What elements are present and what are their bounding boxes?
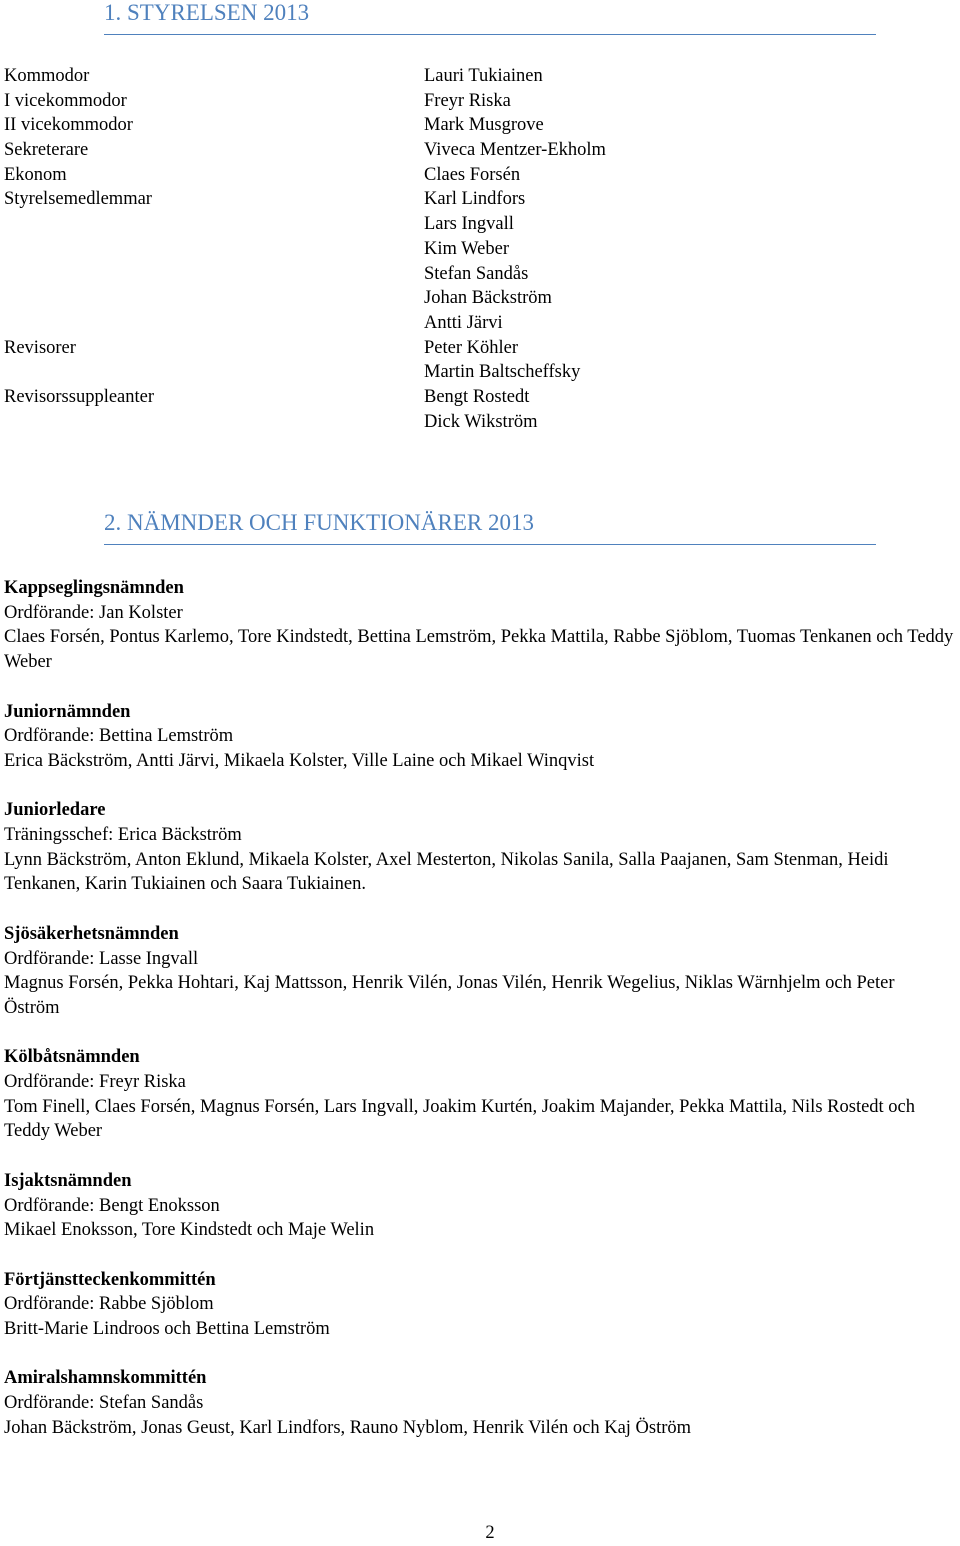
committee-chair: Ordförande: Bengt Enoksson bbox=[4, 1195, 220, 1216]
committee-members: Mikael Enoksson, Tore Kindstedt och Maje Welin bbox=[4, 1220, 375, 1241]
section-heading-board: 1. STYRELSEN 2013 bbox=[104, 0, 876, 35]
board-member-name: Stefan Sandås bbox=[424, 263, 529, 284]
board-member-name: Peter Köhler bbox=[424, 337, 519, 358]
board-member-name: Bengt Rostedt bbox=[424, 386, 530, 407]
board-member-name: Martin Baltscheffsky bbox=[424, 362, 581, 383]
committee-title: Juniornämnden bbox=[4, 701, 131, 722]
board-row bbox=[4, 410, 904, 435]
board-row bbox=[4, 212, 904, 237]
committee-chair: Ordförande: Stefan Sandås bbox=[4, 1393, 204, 1414]
section-heading-committees: 2. NÄMNDER OCH FUNKTIONÄRER 2013 bbox=[104, 510, 876, 545]
board-row bbox=[4, 163, 904, 188]
committee-title: Kappseglingsnämnden bbox=[4, 578, 184, 598]
board-role: Styrelsemedlemmar bbox=[4, 189, 152, 210]
committee-members: Lynn Bäckström, Anton Eklund, Mikaela Kolster, Axel Mesterton, Nikolas Sanila, Salla Paajanen, Sam Stenman, Heidi Tenkanen, Karin Tukiainen och Saara Tukiainen. bbox=[4, 849, 889, 895]
board-member-name: Lars Ingvall bbox=[424, 214, 514, 235]
board-row bbox=[4, 89, 904, 114]
board-row bbox=[4, 64, 904, 89]
board-member-name: Lauri Tukiainen bbox=[424, 66, 543, 86]
committee-block bbox=[4, 1169, 954, 1243]
board-row bbox=[4, 360, 904, 385]
committee-block bbox=[4, 922, 954, 1021]
committee-chair: Ordförande: Bettina Lemström bbox=[4, 726, 234, 747]
committee-title: Isjaktsnämnden bbox=[4, 1170, 132, 1191]
board-role: Kommodor bbox=[4, 66, 90, 86]
committee-title: Amiralshamnskommittén bbox=[4, 1368, 207, 1389]
page-number: 2 bbox=[485, 1523, 495, 1543]
board-member-name: Dick Wikström bbox=[424, 411, 538, 432]
committee-block bbox=[4, 1366, 954, 1440]
committee-title: Juniorledare bbox=[4, 800, 106, 821]
board-member-name: Mark Musgrove bbox=[424, 115, 544, 136]
board-row bbox=[4, 336, 904, 361]
board-member-name: Kim Weber bbox=[424, 238, 509, 259]
committee-title: Sjösäkerhetsnämnden bbox=[4, 923, 179, 944]
board-role: I vicekommodor bbox=[4, 90, 127, 111]
board-role: Ekonom bbox=[4, 164, 67, 185]
board-row bbox=[4, 138, 904, 163]
board-row bbox=[4, 385, 904, 410]
committee-block bbox=[4, 1045, 954, 1144]
board-role: Revisorssuppleanter bbox=[4, 386, 155, 407]
committee-members: Tom Finell, Claes Forsén, Magnus Forsén, Lars Ingvall, Joakim Kurtén, Joakim Majander, Pekka Mattila, Nils Rostedt och Teddy Weber bbox=[4, 1096, 916, 1142]
board-row bbox=[4, 113, 904, 138]
board-role: Revisorer bbox=[4, 337, 76, 358]
committee-list bbox=[4, 576, 954, 1465]
board-member-name: Johan Bäckström bbox=[424, 288, 552, 309]
committee-members: Erica Bäckström, Antti Järvi, Mikaela Kolster, Ville Laine och Mikael Winqvist bbox=[4, 750, 595, 771]
committee-members: Magnus Forsén, Pekka Hohtari, Kaj Mattsson, Henrik Vilén, Jonas Vilén, Henrik Wegelius, Niklas Wärnhjelm och Peter Öström bbox=[4, 973, 895, 1018]
board-row bbox=[4, 311, 904, 336]
committee-members: Claes Forsén, Pontus Karlemo, Tore Kindstedt, Bettina Lemström, Pekka Mattila, Rabbe Sjöblom, Tuomas Tenkanen och Teddy Weber bbox=[4, 627, 954, 673]
board-row bbox=[4, 187, 904, 212]
committee-block bbox=[4, 1268, 954, 1342]
committee-title: Förtjänstteckenkommittén bbox=[4, 1269, 216, 1290]
board-row bbox=[4, 262, 904, 287]
committee-chair: Ordförande: Rabbe Sjöblom bbox=[4, 1294, 214, 1315]
board-member-name: Karl Lindfors bbox=[424, 189, 526, 210]
board-row bbox=[4, 237, 904, 262]
committee-chair: Träningsschef: Erica Bäckström bbox=[4, 825, 242, 845]
committee-members: Britt-Marie Lindroos och Bettina Lemström bbox=[4, 1319, 330, 1339]
committee-chair: Ordförande: Jan Kolster bbox=[4, 602, 183, 623]
board-member-name: Claes Forsén bbox=[424, 164, 521, 185]
committee-members: Johan Bäckström, Jonas Geust, Karl Lindfors, Rauno Nyblom, Henrik Vilén och Kaj Öström bbox=[4, 1417, 692, 1438]
board-list bbox=[4, 64, 904, 434]
board-role: Sekreterare bbox=[4, 140, 89, 161]
board-role: II vicekommodor bbox=[4, 115, 133, 136]
committee-chair: Ordförande: Freyr Riska bbox=[4, 1072, 186, 1092]
committee-title: Kölbåtsnämnden bbox=[4, 1047, 140, 1068]
committee-block bbox=[4, 576, 954, 675]
committee-block bbox=[4, 798, 954, 897]
committee-block bbox=[4, 700, 954, 774]
board-member-name: Antti Järvi bbox=[424, 312, 503, 333]
committee-chair: Ordförande: Lasse Ingvall bbox=[4, 948, 199, 969]
board-member-name: Viveca Mentzer-Ekholm bbox=[424, 140, 606, 161]
board-row bbox=[4, 286, 904, 311]
board-member-name: Freyr Riska bbox=[424, 90, 511, 111]
